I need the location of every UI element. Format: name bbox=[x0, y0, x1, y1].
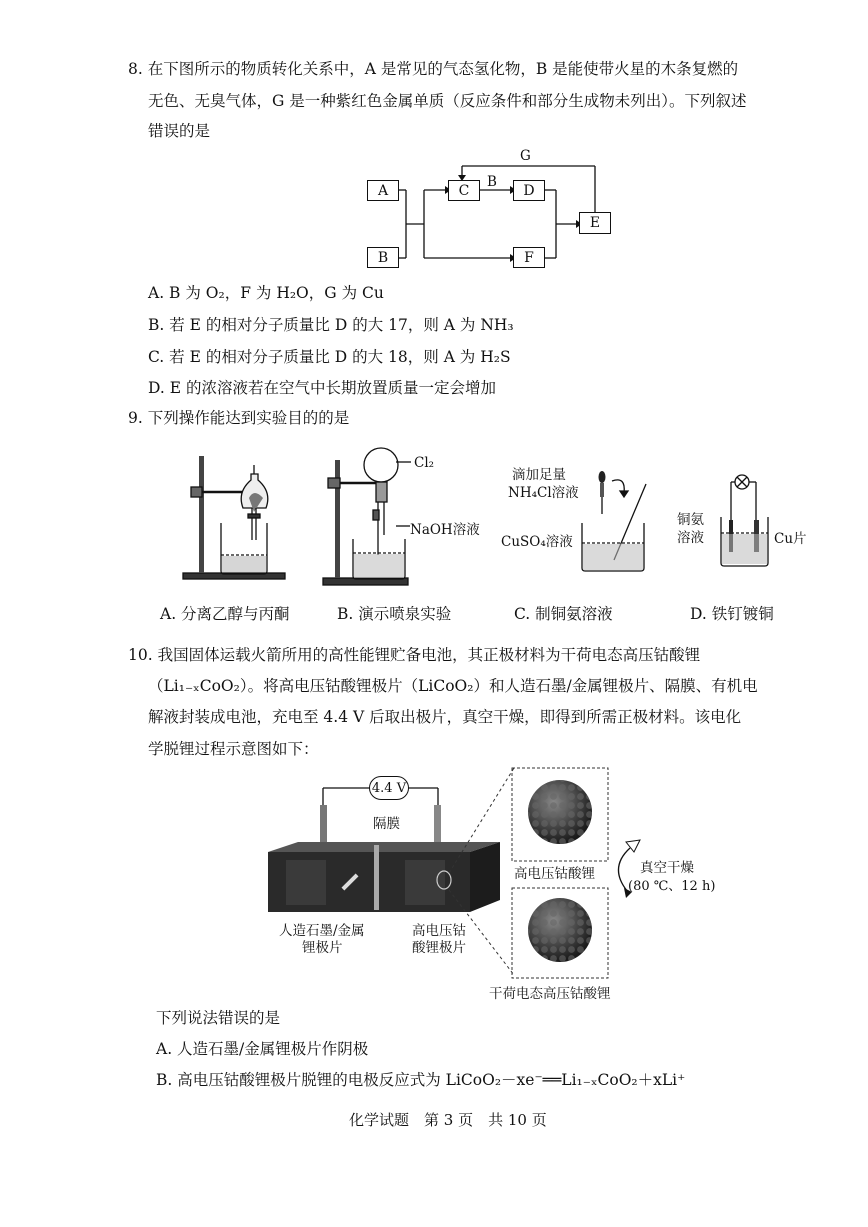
q10-line1: 10. 我国固体运载火箭所用的高性能锂贮备电池，其正极材料为干荷电态高压钴酸锂 bbox=[128, 646, 701, 664]
label-cl2: Cl₂ bbox=[414, 455, 435, 471]
label-anode-1: 人造石墨/金属 bbox=[279, 923, 365, 939]
q8-line1: 8. 在下图所示的物质转化关系中，A 是常见的气态氢化物，B 是能使带火星的木条复燃的 bbox=[128, 60, 739, 78]
label-rongye: 溶液 bbox=[677, 530, 704, 546]
box-b: B bbox=[367, 247, 399, 268]
q8-line2: 无色、无臭气体，G 是一种紫红色金属单质（反应条件和部分生成物未列出）。下列叙述 bbox=[148, 92, 747, 110]
q10-line4: 学脱锂过程示意图如下： bbox=[148, 740, 319, 758]
q8-option-d: D. E 的浓溶液若在空气中长期放置质量一定会增加 bbox=[148, 379, 496, 397]
arrow-label-g: G bbox=[520, 148, 531, 164]
page-footer: 化学试题 第 3 页 共 10 页 bbox=[349, 1111, 547, 1129]
arrow-label-b: B bbox=[487, 174, 497, 190]
q10-option-a: A. 人造石墨/金属锂极片作阴极 bbox=[156, 1040, 369, 1058]
q8-line3: 错误的是 bbox=[148, 122, 211, 140]
label-sphere-bottom: 干荷电态高压钴酸锂 bbox=[489, 986, 611, 1002]
box-a: A bbox=[367, 180, 399, 201]
q10-line3: 解液封装成电池，充电至 4.4 V 后取出极片，真空干燥，即得到所需正极材料。该电化 bbox=[148, 708, 742, 726]
label-cathode-2: 酸锂极片 bbox=[412, 940, 466, 956]
voltage-meter: 4.4 V bbox=[369, 776, 409, 800]
q9-stem: 9. 下列操作能达到实验目的的是 bbox=[128, 409, 350, 427]
q9-option-a: A. 分离乙醇与丙酮 bbox=[160, 605, 290, 623]
label-tong: 铜氨 bbox=[677, 512, 704, 528]
label-sphere-top: 高电压钴酸锂 bbox=[514, 866, 595, 882]
box-d: D bbox=[513, 180, 545, 201]
q10-option-b: B. 高电压钴酸锂极片脱锂的电极反应式为 LiCoO₂－xe⁻══Li₁₋ₓCoO₂＋xLi⁺ bbox=[156, 1071, 686, 1089]
q8-option-a: A. B 为 O₂，F 为 H₂O，G 为 Cu bbox=[148, 284, 384, 302]
label-dry-conditions: (80 ℃、12 h) bbox=[628, 879, 716, 894]
box-e: E bbox=[579, 212, 611, 234]
label-anode-2: 锂极片 bbox=[302, 940, 343, 956]
label-separator: 隔膜 bbox=[373, 816, 400, 832]
q10-line2: （Li₁₋ₓCoO₂）。将高电压钴酸锂极片（LiCoO₂）和人造石墨/金属锂极片、隔膜、有机电 bbox=[148, 677, 758, 695]
box-f: F bbox=[513, 247, 545, 268]
q8-option-b: B. 若 E 的相对分子质量比 D 的大 17，则 A 为 NH₃ bbox=[148, 316, 514, 334]
box-c: C bbox=[448, 180, 480, 201]
label-nh4cl-1: 滴加足量 bbox=[512, 467, 566, 483]
label-vacuum-dry: 真空干燥 bbox=[640, 860, 694, 876]
q10-stem2: 下列说法错误的是 bbox=[156, 1009, 281, 1027]
label-cuso4: CuSO₄溶液 bbox=[501, 534, 573, 550]
label-cathode-1: 高电压钴 bbox=[412, 923, 466, 939]
q9-option-d: D. 铁钉镀铜 bbox=[690, 605, 774, 623]
q9-option-b: B. 演示喷泉实验 bbox=[337, 605, 452, 623]
q9-option-c: C. 制铜氨溶液 bbox=[514, 605, 613, 623]
label-naoh: NaOH溶液 bbox=[410, 522, 480, 538]
q8-option-c: C. 若 E 的相对分子质量比 D 的大 18，则 A 为 H₂S bbox=[148, 348, 511, 366]
label-nh4cl-2: NH₄Cl溶液 bbox=[508, 485, 579, 501]
label-cu-plate: Cu片 bbox=[774, 531, 807, 547]
